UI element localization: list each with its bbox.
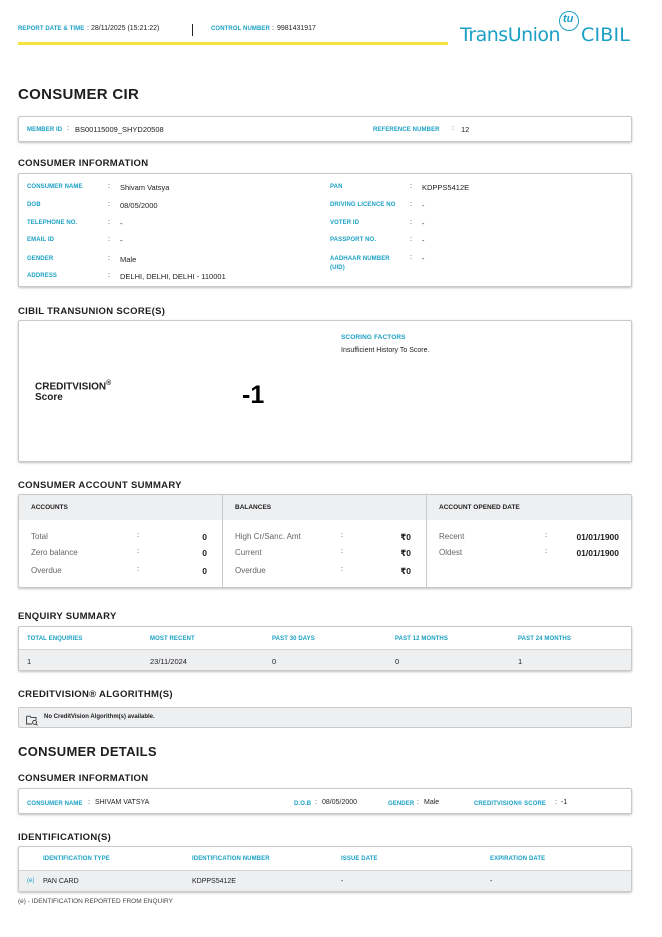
colon: : [555,799,557,806]
email-label: EMAIL ID [27,237,55,243]
dob-label: DOB [27,202,41,208]
accounts-zero-value: 0 [202,548,207,558]
score-name [35,378,111,403]
enquiry-value-12m: 0 [395,657,400,666]
folder-search-icon [26,713,38,724]
address-label: ADDRESS [27,273,58,279]
logo-tu-circle [559,11,579,31]
transunion-cibil-logo [460,10,640,50]
enquiry-header-total: TOTAL ENQUIRIES [27,636,83,642]
member-id-value: BS00115009_SHYD20508 [75,125,164,134]
id-type-value: PAN CARD [43,878,79,885]
driving-licence-label: DRIVING LICENCE NO [330,202,396,208]
score-value: -1 [242,381,265,409]
col-divider [222,495,223,588]
colon: : [108,236,110,243]
enquiry-value-total: 1 [27,657,32,666]
account-summary-header [19,495,631,520]
colon: : [108,272,110,279]
enquiry-values-row [19,650,631,671]
colon: : [108,201,110,208]
driving-licence-value: - [422,201,425,210]
enquiry-summary-title: ENQUIRY SUMMARY [18,611,117,622]
consumer-name-value: Shivam Vatsya [120,183,170,192]
member-id-label: MEMBER ID [27,127,63,133]
report-date-value: 28/11/2025 (15:21:22) [91,25,160,32]
enquiry-value-24m: 1 [518,657,523,666]
identification-footnote: (e) - IDENTIFICATION REPORTED FROM ENQUIRY [18,898,173,905]
accounts-overdue-label: Overdue [31,566,62,575]
scoring-factors-label: SCORING FACTORS [341,334,406,341]
report-date-label: REPORT DATE & TIME [18,26,85,32]
colon: : [67,125,69,132]
accounts-total-value: 0 [202,532,207,542]
balances-header: BALANCES [235,504,272,511]
enquiry-summary-box [18,626,632,671]
accounts-zero-label: Zero balance [31,548,78,557]
gender-value: Male [120,255,137,264]
telephone-value: - [120,219,123,228]
cd-gender-label: GENDER [388,801,415,807]
balances-overdue-value: ₹0 [400,566,411,576]
logo-tu-text: tu [563,13,574,25]
logo-transunion: TransUnion [460,24,561,46]
opened-date-header: ACCOUNT OPENED DATE [439,504,520,511]
cd-name-value: SHIVAM VATSYA [95,799,150,806]
id-issue-value: - [341,878,344,885]
score-box [18,320,632,462]
enquiry-value-recent: 23/11/2024 [150,657,187,666]
colon: : [341,566,343,573]
opened-recent-label: Recent [439,532,465,541]
colon: : [137,566,139,573]
enquiry-header-recent: MOST RECENT [150,636,195,642]
cd-name-label: CONSUMER NAME [27,801,83,807]
passport-value: - [422,236,425,245]
col-divider [426,495,427,588]
pan-value: KDPPS5412E [422,183,470,192]
email-value: - [120,236,123,245]
header-divider [192,24,193,36]
colon: : [272,25,274,32]
consumer-information-box [18,173,632,287]
cd-dob-label: D.O.B [294,801,312,807]
balances-high-value: ₹0 [400,532,411,542]
reference-number-value: 12 [461,125,470,134]
colon: : [410,254,412,261]
aadhaar-label: AADHAAR NUMBER (UID) [330,256,390,271]
cd-dob-value: 08/05/2000 [322,799,358,806]
identification-title: IDENTIFICATION(S) [18,832,112,843]
colon: : [315,799,317,806]
colon: : [341,548,343,555]
colon: : [545,548,547,555]
score-name-line2: Score [35,392,63,404]
algorithms-title: CREDITVISION® ALGORITHM(S) [18,689,173,700]
balances-current-label: Current [235,548,262,557]
identification-row [19,871,631,892]
pan-label: PAN [330,184,343,190]
colon: : [137,532,139,539]
colon: : [410,183,412,190]
id-header-number: IDENTIFICATION NUMBER [192,856,270,862]
enquiry-header-24m: PAST 24 MONTHS [518,636,571,642]
dob-value: 08/05/2000 [120,201,158,210]
consumer-details-subtitle: CONSUMER INFORMATION [18,773,149,784]
algorithms-message: No CreditVision Algorithm(s) available. [44,714,155,720]
balances-high-label: High Cr/Sanc. Amt [235,532,301,541]
colon: : [108,255,110,262]
id-expiry-value: - [490,878,493,885]
score-section-title: CIBIL TRANSUNION SCORE(S) [18,306,166,317]
colon: : [108,183,110,190]
logo-cibil: CIBIL [581,24,631,46]
opened-oldest-label: Oldest [439,548,463,557]
voter-id-label: VOTER ID [330,220,360,226]
report-header [18,22,450,46]
identification-box [18,846,632,892]
enquiry-value-30: 0 [272,657,277,666]
account-summary-box [18,494,632,588]
score-name-reg: ® [106,380,112,387]
consumer-details-title: CONSUMER DETAILS [18,744,157,759]
balances-overdue-label: Overdue [235,566,266,575]
consumer-details-box [18,788,632,814]
cd-score-label: CREDITVISION® SCORE [474,801,546,807]
telephone-label: TELEPHONE NO. [27,220,78,226]
colon: : [88,799,90,806]
control-number-value: 9981431917 [277,25,316,32]
id-number-value: KDPPS5412E [192,878,236,885]
passport-label: PASSPORT NO. [330,237,377,243]
colon: : [417,799,419,806]
scoring-factors-text: Insufficient History To Score. [341,347,430,354]
id-header-expiry: EXPIRATION DATE [490,856,546,862]
control-number-label: CONTROL NUMBER [211,26,270,32]
id-header-type: IDENTIFICATION TYPE [43,856,110,862]
cd-gender-value: Male [424,799,440,806]
id-header-issue: ISSUE DATE [341,856,378,862]
colon: : [410,219,412,226]
header-yellow-bar [18,42,448,45]
accounts-total-label: Total [31,532,48,541]
aadhaar-value: - [422,254,425,263]
colon: : [452,125,454,132]
algorithms-box [18,707,632,728]
id-enquiry-marker: (e) [27,878,35,884]
colon: : [410,201,412,208]
voter-id-value: - [422,219,425,228]
page-title: CONSUMER CIR [18,86,140,103]
colon: : [410,236,412,243]
consumer-information-title: CONSUMER INFORMATION [18,158,149,169]
accounts-header: ACCOUNTS [31,504,68,511]
consumer-name-label: CONSUMER NAME [27,184,83,190]
cd-score-value: -1 [561,799,568,806]
score-name-line1: CREDITVISION [35,381,107,393]
colon: : [108,219,110,226]
member-info-box [18,116,632,142]
gender-label: GENDER [27,256,54,262]
reference-number-label: REFERENCE NUMBER [373,127,440,133]
colon: : [545,532,547,539]
colon: : [341,532,343,539]
enquiry-header-30: PAST 30 DAYS [272,636,315,642]
balances-current-value: ₹0 [400,548,411,558]
colon: : [87,25,89,32]
colon: : [137,548,139,555]
account-summary-title: CONSUMER ACCOUNT SUMMARY [18,480,182,491]
enquiry-header-12m: PAST 12 MONTHS [395,636,448,642]
opened-recent-value: 01/01/1900 [576,532,619,542]
address-value: DELHI, DELHI, DELHI - 110001 [120,272,226,281]
opened-oldest-value: 01/01/1900 [576,548,619,558]
accounts-overdue-value: 0 [202,566,207,576]
